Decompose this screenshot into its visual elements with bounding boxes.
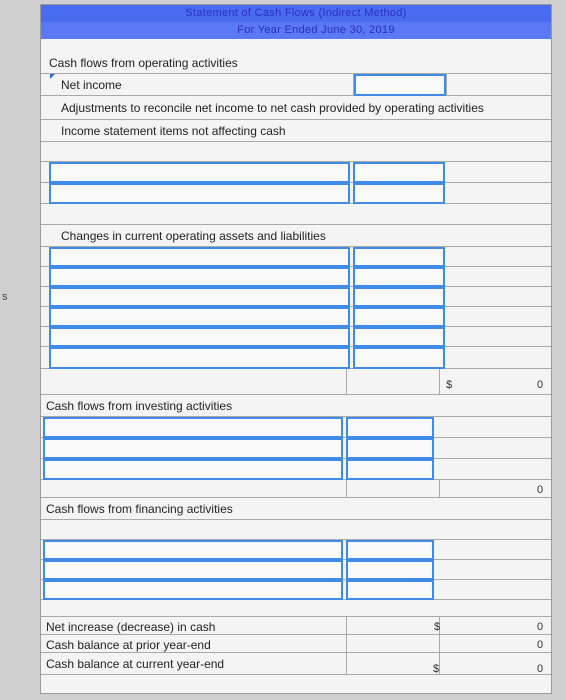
amount-input[interactable]: [353, 347, 445, 369]
adjustments-label: Adjustments to reconcile net income to net cash provided by operating activities: [61, 101, 484, 115]
entry-row: [41, 417, 551, 438]
operating-heading: Cash flows from operating activities: [49, 56, 238, 70]
income-items-row: [41, 120, 551, 142]
entry-row: [41, 183, 551, 204]
financing-heading: Cash flows from financing activities: [46, 502, 233, 516]
entry-row: [41, 247, 551, 267]
net-income-label: Net income: [61, 78, 122, 92]
cash-flow-statement-form: [40, 4, 552, 694]
entry-row: [41, 560, 551, 580]
investing-total-value: 0: [537, 484, 544, 496]
description-input[interactable]: [49, 183, 350, 204]
description-input[interactable]: [49, 267, 350, 287]
blank-row: [41, 142, 551, 162]
current-balance-value: 0: [537, 663, 544, 675]
entry-row: [41, 327, 551, 347]
net-increase-value: 0: [537, 621, 544, 633]
description-input[interactable]: [49, 287, 350, 307]
blank-row: [41, 600, 551, 617]
currency-symbol: $: [433, 663, 440, 675]
description-input[interactable]: [43, 560, 343, 580]
investing-heading-row: [41, 395, 551, 417]
statement-subtitle: For Year Ended June 30, 2019: [41, 22, 551, 39]
adjustments-row: [41, 96, 551, 120]
description-input[interactable]: [43, 580, 343, 600]
entry-row: [41, 580, 551, 600]
prior-balance-label: Cash balance at prior year-end: [46, 638, 211, 652]
dropdown-marker-icon: [50, 74, 55, 79]
description-input[interactable]: [43, 540, 343, 560]
net-increase-row: [41, 617, 551, 635]
currency-symbol: $: [434, 621, 441, 633]
amount-input[interactable]: [353, 267, 445, 287]
description-input[interactable]: [49, 247, 350, 267]
net-income-row: [41, 74, 551, 96]
amount-input[interactable]: [353, 183, 445, 204]
amount-input[interactable]: [353, 162, 445, 183]
entry-row: [41, 540, 551, 560]
current-balance-label: Cash balance at current year-end: [46, 657, 225, 671]
operating-heading-row: [41, 52, 551, 74]
changes-heading-row: [41, 225, 551, 247]
current-balance-row: [41, 653, 551, 675]
entry-row: [41, 459, 551, 480]
entry-row: [41, 438, 551, 459]
net-increase-label: Net increase (decrease) in cash: [46, 620, 216, 634]
description-input[interactable]: [49, 162, 350, 183]
amount-input[interactable]: [346, 560, 434, 580]
amount-input[interactable]: [353, 327, 445, 347]
amount-input[interactable]: [353, 307, 445, 327]
blank-row: [41, 520, 551, 540]
side-mark: s: [2, 291, 8, 303]
entry-row: [41, 347, 551, 369]
amount-input[interactable]: [353, 287, 445, 307]
entry-row: [41, 162, 551, 183]
description-input[interactable]: [49, 307, 350, 327]
investing-total-row: [41, 480, 551, 498]
entry-row: [41, 307, 551, 327]
changes-label: Changes in current operating assets and liabilities: [61, 229, 326, 243]
entry-row: [41, 287, 551, 307]
prior-balance-row: [41, 635, 551, 653]
amount-input[interactable]: [346, 417, 434, 438]
amount-input[interactable]: [346, 540, 434, 560]
description-input[interactable]: [43, 438, 343, 459]
currency-symbol: $: [446, 379, 453, 391]
description-input[interactable]: [43, 459, 343, 480]
amount-input[interactable]: [346, 580, 434, 600]
amount-input[interactable]: [346, 438, 434, 459]
income-items-label: Income statement items not affecting cash: [61, 124, 286, 138]
description-input[interactable]: [43, 417, 343, 438]
entry-row: [41, 267, 551, 287]
amount-input[interactable]: [346, 459, 434, 480]
description-input[interactable]: [49, 347, 350, 369]
operating-total-value: 0: [537, 379, 544, 391]
amount-input[interactable]: [353, 247, 445, 267]
operating-total-row: [41, 369, 551, 395]
net-income-input[interactable]: [354, 74, 446, 96]
prior-balance-value: 0: [537, 639, 544, 651]
blank-row: [41, 204, 551, 225]
description-input[interactable]: [49, 327, 350, 347]
investing-heading: Cash flows from investing activities: [46, 399, 233, 413]
statement-title: Statement of Cash Flows (Indirect Method): [41, 5, 551, 22]
financing-heading-row: [41, 498, 551, 520]
